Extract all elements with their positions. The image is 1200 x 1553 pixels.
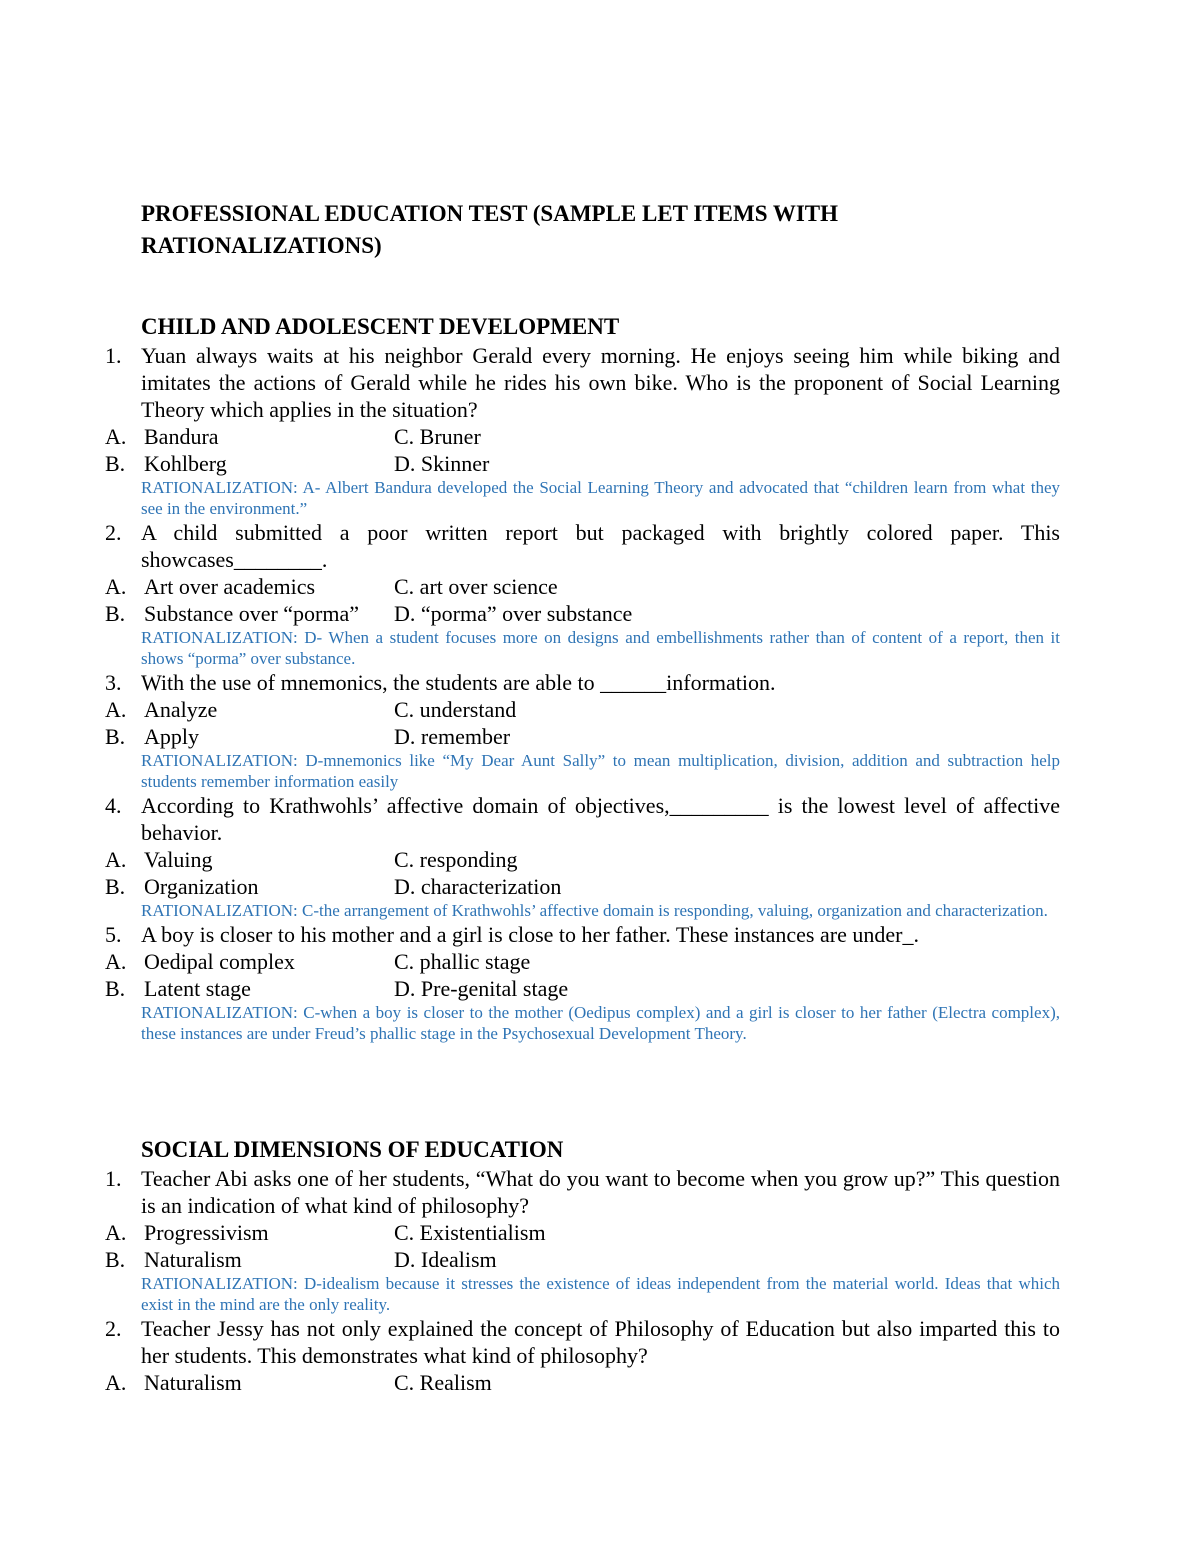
rationalization-text: RATIONALIZATION: D-idealism because it stresses the existence of ideas independent from the material world. Ideas that which exist in the mind are the only reality. — [141, 1274, 1060, 1314]
option-row — [105, 846, 1060, 873]
question-text: With the use of mnemonics, the students are able to ______information. — [141, 670, 776, 695]
question-text: According to Krathwohls’ affective domain of objectives,_________ is the lowest level of affective behavior. — [141, 793, 1060, 845]
option-b: Apply — [144, 724, 199, 749]
rationalization-text: RATIONALIZATION: A- Albert Bandura developed the Social Learning Theory and advocated that “children learn from what they see in the environment.” — [141, 478, 1060, 518]
question-item — [105, 519, 1060, 669]
question-number: 5. — [105, 922, 122, 947]
section-heading: SOCIAL DIMENSIONS OF EDUCATION — [141, 1137, 564, 1162]
option-row — [105, 873, 1060, 900]
option-c: C. Existentialism — [394, 1220, 546, 1245]
question-text: A boy is closer to his mother and a girl is close to her father. These instances are under_. — [141, 922, 919, 947]
option-b: Kohlberg — [144, 451, 227, 476]
option-row — [105, 948, 1060, 975]
option-row — [105, 1219, 1060, 1246]
option-d: D. Skinner — [394, 451, 490, 476]
option-letter: B. — [105, 601, 126, 626]
option-letter: B. — [105, 1247, 126, 1272]
rationalization-text: RATIONALIZATION: D-mnemonics like “My Dear Aunt Sally” to mean multiplication, division, addition and subtraction help students remember information easily — [141, 751, 1060, 791]
option-letter: A. — [105, 697, 127, 722]
option-letter: A. — [105, 1220, 127, 1245]
option-b: Organization — [144, 874, 259, 899]
section-social-dimensions-of-education — [105, 1135, 1060, 1396]
question-stem — [105, 519, 1060, 573]
rationalization-text: RATIONALIZATION: C-the arrangement of Krathwohls’ affective domain is responding, valuing, organization and characterization. — [141, 901, 1048, 920]
option-letter: B. — [105, 976, 126, 1001]
option-row — [105, 573, 1060, 600]
question-number: 1. — [105, 1166, 122, 1191]
option-b: Substance over “porma” — [144, 601, 360, 626]
option-letter: A. — [105, 1370, 127, 1395]
question-number: 4. — [105, 793, 122, 818]
question-stem — [105, 792, 1060, 846]
option-d: D. Idealism — [394, 1247, 497, 1272]
option-a: Oedipal complex — [144, 949, 295, 974]
option-c: C. understand — [394, 697, 517, 722]
option-row — [105, 696, 1060, 723]
option-row — [105, 975, 1060, 1002]
question-item — [105, 921, 1060, 1044]
option-a: Bandura — [144, 424, 219, 449]
option-a: Valuing — [144, 847, 213, 872]
question-text: A child submitted a poor written report but packaged with brightly colored paper. This showcases________. — [141, 520, 1060, 572]
option-a: Art over academics — [144, 574, 316, 599]
option-b: Naturalism — [144, 1247, 242, 1272]
question-item — [105, 342, 1060, 519]
option-c: C. phallic stage — [394, 949, 531, 974]
question-stem — [105, 1165, 1060, 1219]
option-row — [105, 450, 1060, 477]
option-row — [105, 600, 1060, 627]
document-title: PROFESSIONAL EDUCATION TEST (SAMPLE LET ITEMS WITH RATIONALIZATIONS) — [141, 201, 839, 258]
question-text: Teacher Jessy has not only explained the concept of Philosophy of Education but also imparted this to her students. This demonstrates what kind of philosophy? — [141, 1316, 1060, 1368]
option-d: D. remember — [394, 724, 511, 749]
question-number: 3. — [105, 670, 122, 695]
question-item — [105, 792, 1060, 921]
question-stem — [105, 1315, 1060, 1369]
option-row — [105, 423, 1060, 450]
option-row — [105, 723, 1060, 750]
rationalization-text: RATIONALIZATION: C-when a boy is closer to the mother (Oedipus complex) and a girl is closer to her father (Electra complex), these instances are under Freud’s phallic stage in the Psychosexual Development Theory. — [141, 1003, 1060, 1043]
option-a: Progressivism — [144, 1220, 269, 1245]
question-number: 1. — [105, 343, 122, 368]
option-letter: A. — [105, 424, 127, 449]
question-stem — [105, 921, 1060, 948]
question-number: 2. — [105, 1316, 122, 1341]
option-c: C. responding — [394, 847, 518, 872]
question-item — [105, 1165, 1060, 1315]
section-heading: CHILD AND ADOLESCENT DEVELOPMENT — [141, 314, 620, 339]
option-letter: B. — [105, 451, 126, 476]
option-a: Analyze — [144, 697, 218, 722]
option-row — [105, 1246, 1060, 1273]
option-letter: B. — [105, 724, 126, 749]
question-text: Teacher Abi asks one of her students, “What do you want to become when you grow up?” This question is an indication of what kind of philosophy? — [141, 1166, 1060, 1218]
option-b: Latent stage — [144, 976, 251, 1001]
question-stem — [105, 342, 1060, 423]
option-letter: A. — [105, 574, 127, 599]
option-letter: A. — [105, 949, 127, 974]
option-c: C. Realism — [394, 1370, 492, 1395]
question-stem — [105, 669, 1060, 696]
option-d: D. characterization — [394, 874, 562, 899]
option-d: D. “porma” over substance — [394, 601, 633, 626]
option-row — [105, 1369, 1060, 1396]
option-a: Naturalism — [144, 1370, 242, 1395]
section-child-adolescent-development — [105, 312, 1060, 1044]
rationalization-text: RATIONALIZATION: D- When a student focuses more on designs and embellishments rather than of content of a report, then it shows “porma” over substance. — [141, 628, 1060, 668]
option-c: C. art over science — [394, 574, 558, 599]
option-c: C. Bruner — [394, 424, 481, 449]
question-text: Yuan always waits at his neighbor Gerald every morning. He enjoys seeing him while biking and imitates the actions of Gerald while he rides his own bike. Who is the proponent of Social Learning Theory which applies in the situation? — [141, 343, 1060, 422]
option-letter: A. — [105, 847, 127, 872]
option-d: D. Pre-genital stage — [394, 976, 569, 1001]
option-letter: B. — [105, 874, 126, 899]
question-item — [105, 669, 1060, 792]
question-number: 2. — [105, 520, 122, 545]
question-item — [105, 1315, 1060, 1396]
